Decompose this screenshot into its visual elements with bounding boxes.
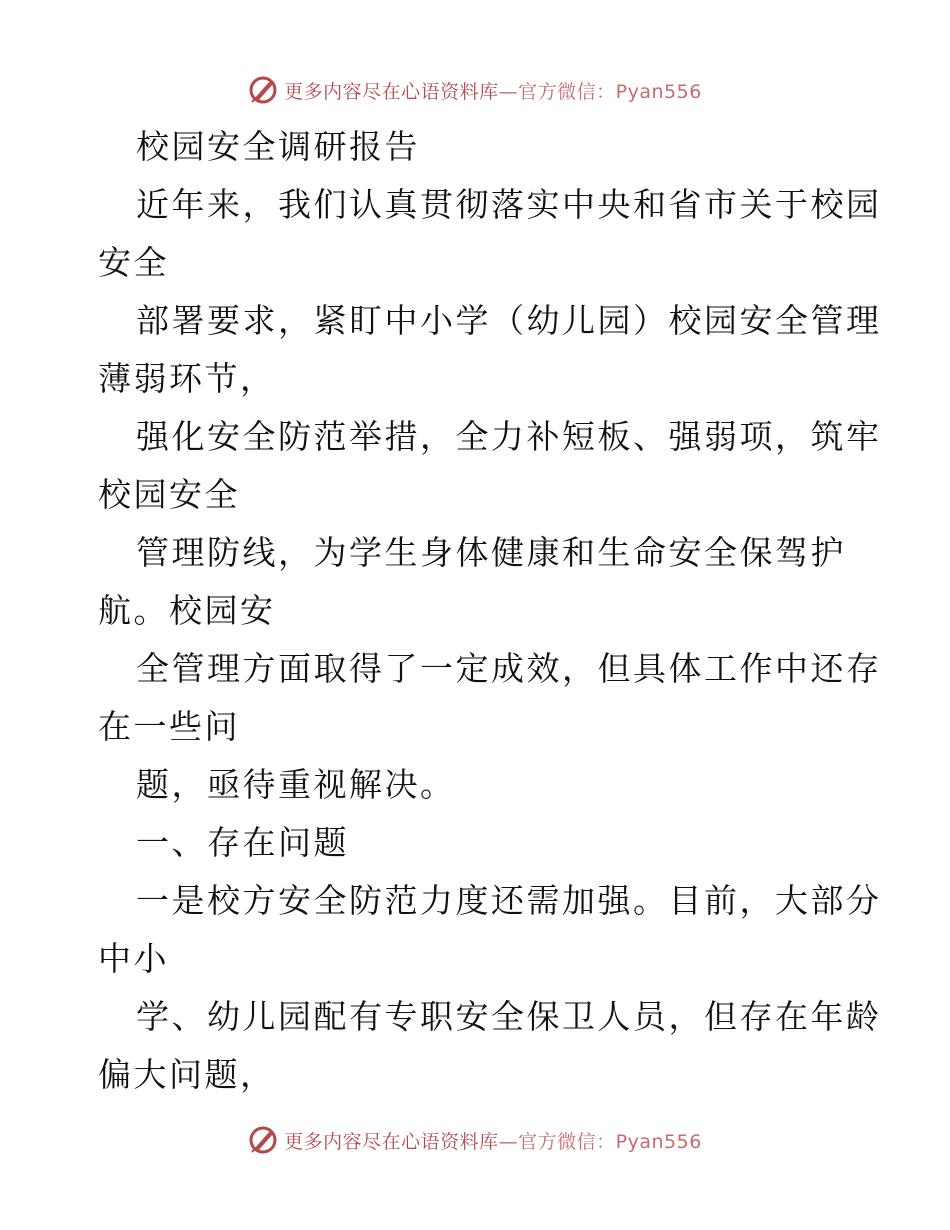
banner-text	[284, 1127, 702, 1154]
banner-main-text: 更多内容尽在心语资料库	[284, 80, 499, 103]
banner-text	[284, 77, 702, 104]
document-line: 近年来，我们认真贯彻落实中央和省市关于校园	[136, 185, 882, 224]
document-line: 部署要求，紧盯中小学（幼儿园）校园安全管理	[136, 301, 882, 340]
quill-pen-logo-icon	[248, 1125, 278, 1155]
document-line: 强化安全防范举措，全力补短板、强弱项，筑牢	[136, 417, 882, 456]
document-line: 偏大问题，	[98, 1055, 276, 1094]
banner-wechat-text: —官方微信：Pyan556	[498, 80, 702, 103]
document-line: 管理防线，为学生身体健康和生命安全保驾护	[136, 533, 846, 572]
document-line: 航。校园安	[98, 591, 276, 630]
document-line: 在一些问	[98, 707, 240, 746]
document-line: 一、存在问题	[136, 823, 349, 862]
quill-pen-logo-icon	[248, 75, 278, 105]
footer-watermark-banner	[0, 1120, 950, 1160]
document-line: 校园安全	[98, 475, 240, 514]
document-line: 安全	[98, 243, 169, 282]
document-line: 学、幼儿园配有专职安全保卫人员，但存在年龄	[136, 997, 882, 1036]
document-line: 中小	[98, 939, 169, 978]
document-body	[98, 118, 882, 1104]
document-title: 校园安全调研报告	[136, 127, 420, 166]
document-line: 全管理方面取得了一定成效，但具体工作中还存	[136, 649, 882, 688]
document-line: 薄弱环节，	[98, 359, 276, 398]
banner-wechat-text: —官方微信：Pyan556	[498, 1130, 702, 1153]
banner-main-text: 更多内容尽在心语资料库	[284, 1130, 499, 1153]
document-line: 题，亟待重视解决。	[136, 765, 456, 804]
document-line: 一是校方安全防范力度还需加强。目前，大部分	[136, 881, 882, 920]
header-watermark-banner	[0, 70, 950, 110]
